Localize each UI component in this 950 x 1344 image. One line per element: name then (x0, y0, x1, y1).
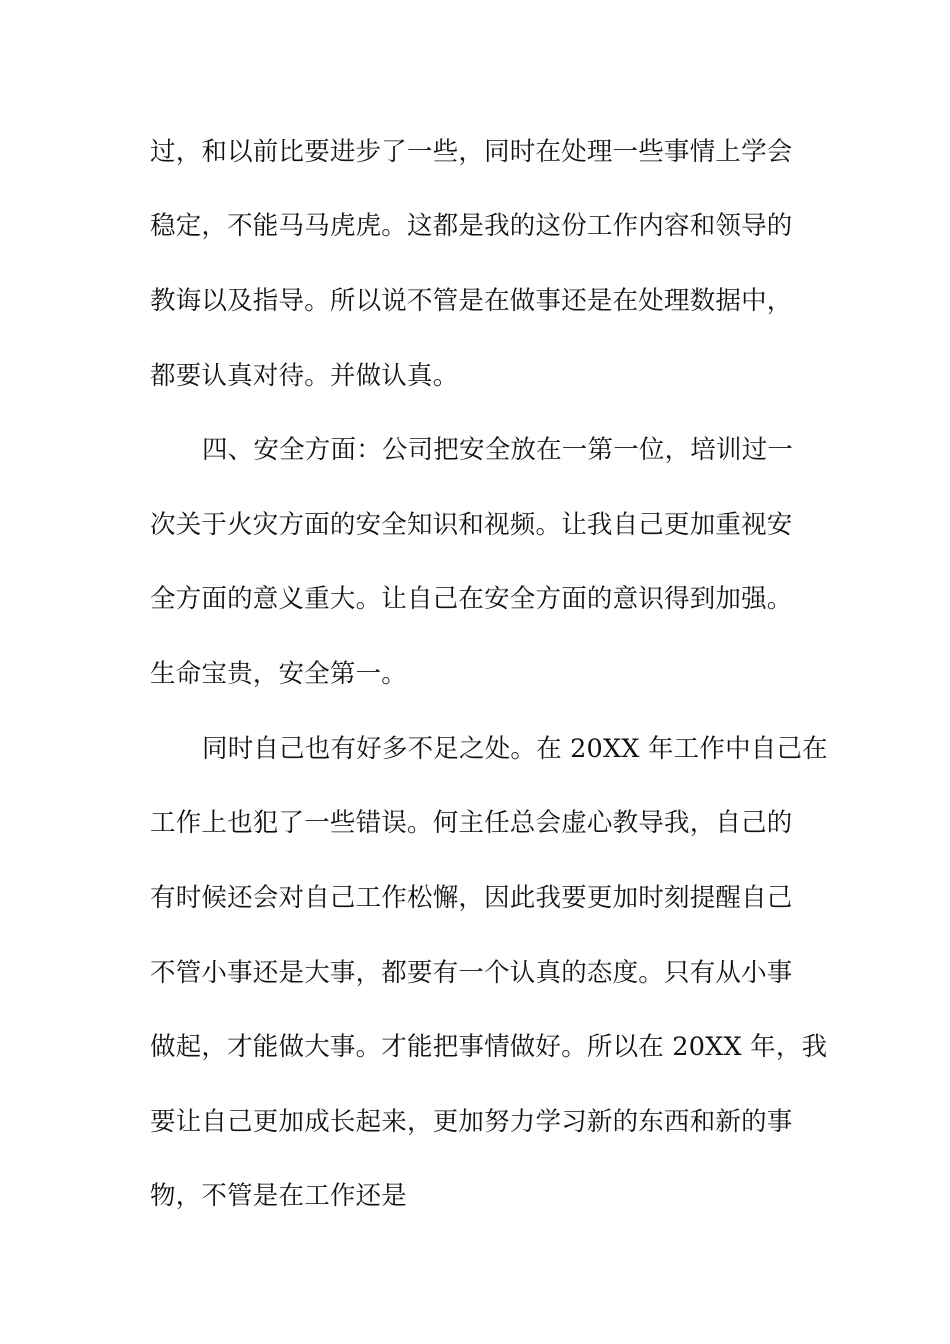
text-line: 工作上也犯了一些错误。何主任总会虚心教导我，自己的 (150, 808, 793, 838)
text-line: 物，不管是在工作还是 (150, 1181, 408, 1211)
paragraph-start-line: 同时自己也有好多不足之处。在 20XX 年工作中自己在 (202, 734, 828, 764)
text-line: 稳定，不能马马虎虎。这都是我的这份工作内容和领导的 (150, 211, 793, 241)
text-line: 全方面的意义重大。让自己在安全方面的意识得到加强。 (150, 584, 793, 614)
text-line: 都要认真对待。并做认真。 (150, 361, 459, 391)
text-line: 过，和以前比要进步了一些，同时在处理一些事情上学会 (150, 137, 793, 167)
text-line: 教诲以及指导。所以说不管是在做事还是在处理数据中， (150, 286, 793, 316)
text-line: 不管小事还是大事，都要有一个认真的态度。只有从小事 (150, 958, 793, 988)
paragraph-start-line: 四、安全方面：公司把安全放在一第一位，培训过一 (202, 435, 794, 465)
text-line: 要让自己更加成长起来，更加努力学习新的东西和新的事 (150, 1107, 793, 1137)
text-line: 生命宝贵，安全第一。 (150, 659, 408, 689)
text-line: 有时候还会对自己工作松懈，因此我要更加时刻提醒自己 (150, 883, 793, 913)
text-line: 做起，才能做大事。才能把事情做好。所以在 20XX 年，我 (150, 1032, 828, 1062)
text-line: 次关于火灾方面的安全知识和视频。让我自己更加重视安 (150, 510, 793, 540)
